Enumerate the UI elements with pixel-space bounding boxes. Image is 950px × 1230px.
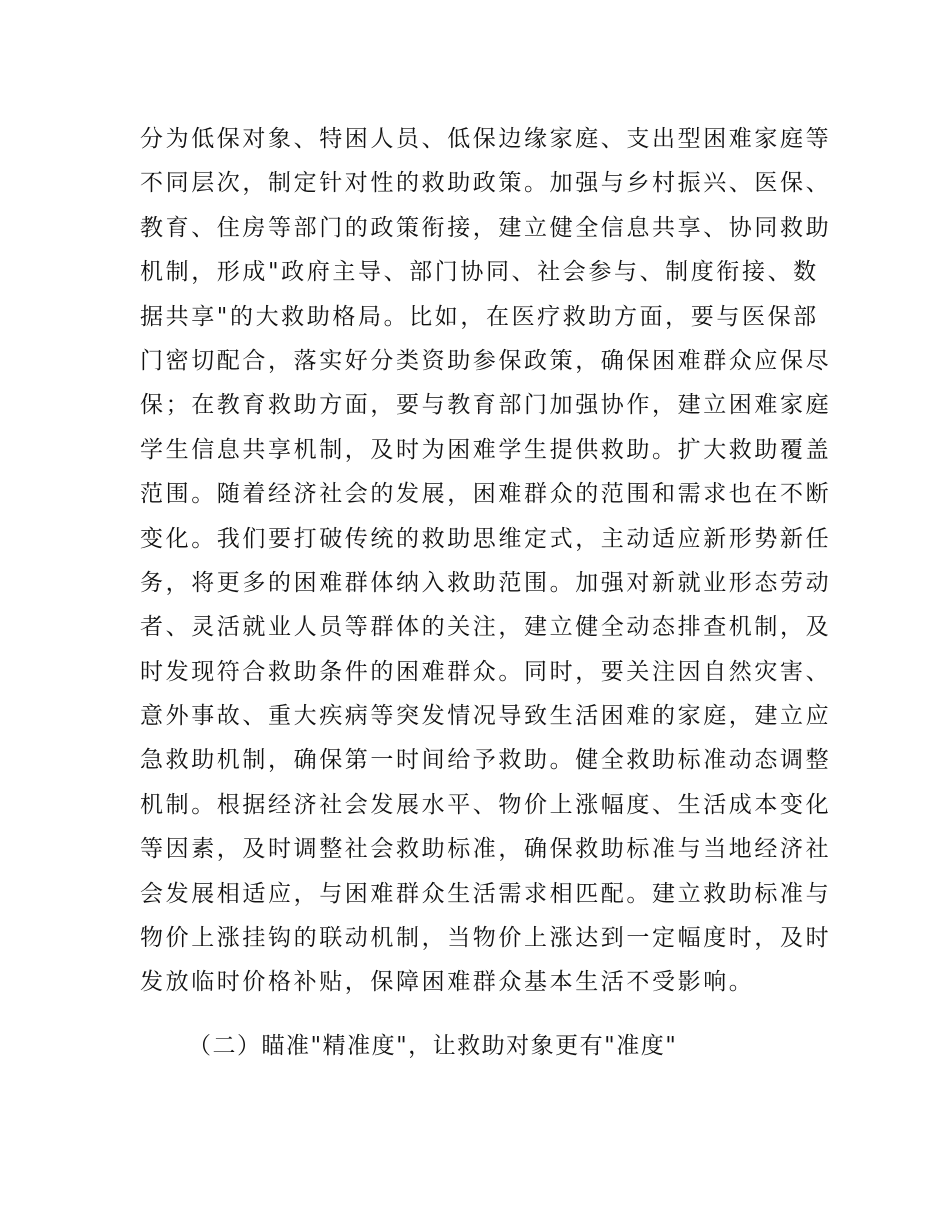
- paragraph-line: 时发现符合救助条件的困难群众。同时，要关注因自然灾害、: [140, 658, 832, 685]
- paragraph-line: 分为低保对象、特困人员、低保边缘家庭、支出型困难家庭等: [140, 126, 832, 152]
- paragraph-line: 学生信息共享机制，及时为困难学生提供救助。扩大救助覆盖: [140, 436, 832, 463]
- paragraph-line: 据共享"的大救助格局。比如，在医疗救助方面，要与医保部: [140, 303, 819, 330]
- paragraph-line: 者、灵活就业人员等群体的关注，建立健全动态排查机制，及: [140, 614, 832, 641]
- paragraph-line: 保；在教育救助方面，要与教育部门加强协作，建立困难家庭: [140, 392, 832, 419]
- paragraph-line: 门密切配合，落实好分类资助参保政策，确保困难群众应保尽: [140, 347, 832, 374]
- paragraph-line: 会发展相适应，与困难群众生活需求相匹配。建立救助标准与: [140, 880, 832, 907]
- paragraph-line: 发放临时价格补贴，保障困难群众基本生活不受影响。: [140, 969, 755, 996]
- paragraph-line: 不同层次，制定针对性的救助政策。加强与乡村振兴、医保、: [140, 170, 832, 197]
- paragraph-line: 意外事故、重大疾病等突发情况导致生活困难的家庭，建立应: [140, 703, 832, 730]
- paragraph-line: 教育、住房等部门的政策衔接，建立健全信息共享、协同救助: [140, 214, 832, 241]
- paragraph-line: 变化。我们要打破传统的救助思维定式，主动适应新形势新任: [140, 525, 832, 552]
- paragraph-line: 物价上涨挂钩的联动机制，当物价上涨达到一定幅度时，及时: [140, 925, 832, 952]
- paragraph-line: 机制，形成"政府主导、部门协同、社会参与、制度衔接、数: [140, 259, 819, 286]
- paragraph-line: 等因素，及时调整社会救助标准，确保救助标准与当地经济社: [140, 836, 832, 863]
- body-paragraph: [140, 117, 832, 1005]
- paragraph-line: 务，将更多的困难群体纳入救助范围。加强对新就业形态劳动: [140, 569, 832, 596]
- section-heading: （二）瞄准"精准度"，让救助对象更有"准度": [188, 1033, 678, 1059]
- paragraph-line: 急救助机制，确保第一时间给予救助。健全救助标准动态调整: [140, 747, 832, 774]
- paragraph-line: 范围。随着经济社会的发展，困难群众的范围和需求也在不断: [140, 481, 832, 508]
- paragraph-line: 机制。根据经济社会发展水平、物价上涨幅度、生活成本变化: [140, 791, 832, 818]
